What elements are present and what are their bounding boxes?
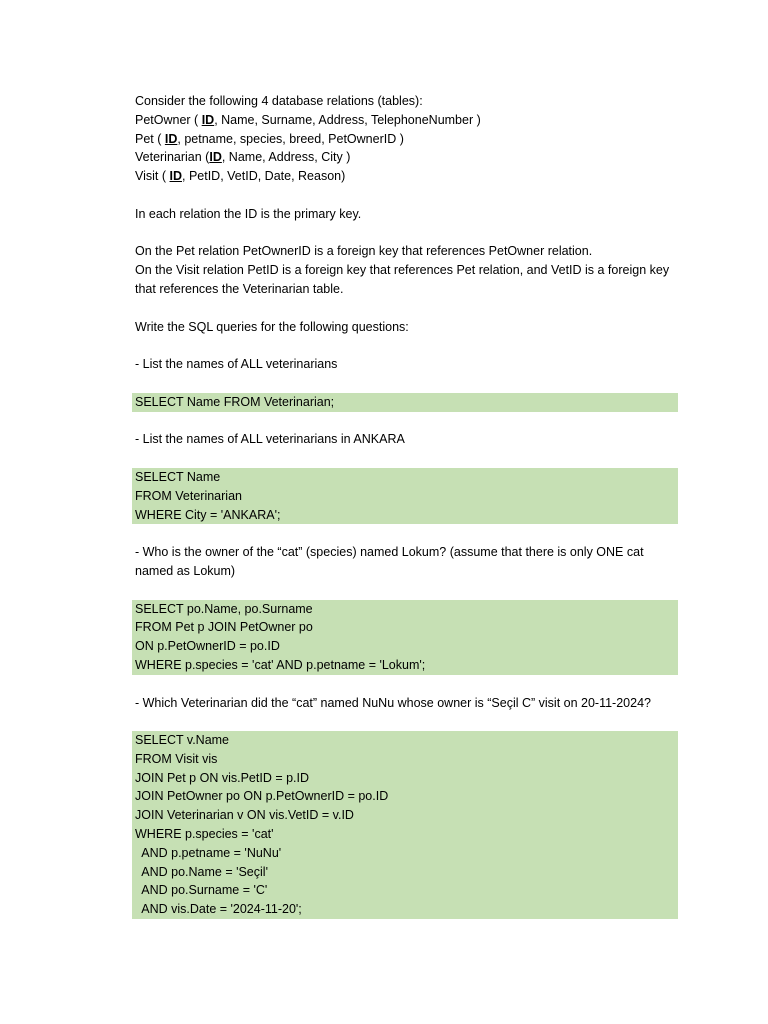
sql-line: ON p.PetOwnerID = po.ID (135, 639, 280, 654)
sql-line: AND po.Surname = 'C' (135, 883, 268, 898)
sql-answer-block (132, 393, 678, 412)
relation-veterinarian: Veterinarian (ID, Name, Address, City ) (135, 150, 351, 165)
sql-line: SELECT po.Name, po.Surname (135, 601, 313, 616)
primary-key-note: In each relation the ID is the primary key. (135, 206, 362, 221)
question-text: - Who is the owner of the “cat” (species) named Lokum? (assume that there is only ONE cat (135, 545, 644, 560)
sql-line: JOIN Pet p ON vis.PetID = p.ID (135, 770, 310, 785)
primary-key: ID (209, 150, 222, 165)
question-text: named as Lokum) (135, 563, 236, 578)
relation-petowner: PetOwner ( ID, Name, Surname, Address, TelephoneNumber ) (135, 112, 481, 127)
sql-line: JOIN PetOwner po ON p.PetOwnerID = po.ID (135, 789, 389, 804)
question-text: - List the names of ALL veterinarians in ANKARA (135, 432, 405, 447)
sql-line: AND vis.Date = '2024-11-20'; (135, 902, 302, 917)
foreign-key-note: On the Visit relation PetID is a foreign key that references Pet relation, and VetID is a foreign key (135, 263, 670, 278)
sql-line: SELECT Name (135, 469, 221, 484)
relation-pet: Pet ( ID, petname, species, breed, PetOwnerID ) (135, 131, 404, 146)
sql-line: FROM Veterinarian (135, 488, 242, 503)
foreign-key-note: that references the Veterinarian table. (135, 281, 344, 296)
sql-line: WHERE p.species = 'cat' AND p.petname = 'Lokum'; (135, 657, 426, 672)
question-text: - Which Veterinarian did the “cat” named NuNu whose owner is “Seçil C” visit on 20-11-2024? (135, 695, 651, 710)
primary-key: ID (164, 131, 178, 146)
sql-answer-block (132, 731, 678, 919)
sql-line: SELECT Name FROM Veterinarian; (135, 394, 335, 409)
sql-line: FROM Visit vis (135, 751, 218, 766)
sql-line: SELECT v.Name (135, 733, 230, 748)
sql-line: AND p.petname = 'NuNu' (135, 845, 282, 860)
foreign-key-note: On the Pet relation PetOwnerID is a foreign key that references PetOwner relation. (135, 244, 593, 259)
sql-line: WHERE City = 'ANKARA'; (135, 507, 281, 522)
relation-visit: Visit ( ID, PetID, VetID, Date, Reason) (135, 169, 346, 184)
sql-line: JOIN Veterinarian v ON vis.VetID = v.ID (135, 808, 354, 823)
sql-line: AND po.Name = 'Seçil' (135, 864, 268, 879)
intro-text: Consider the following 4 database relations (tables): (135, 94, 423, 108)
sql-line: FROM Pet p JOIN PetOwner po (135, 620, 313, 635)
primary-key: ID (169, 169, 182, 184)
question-text: - List the names of ALL veterinarians (135, 357, 338, 372)
sql-answer-block (132, 468, 678, 524)
sql-line: WHERE p.species = 'cat' (135, 827, 274, 842)
primary-key: ID (201, 112, 215, 127)
instruction-text: Write the SQL queries for the following questions: (135, 319, 409, 334)
document-page (135, 92, 681, 919)
sql-answer-block (132, 600, 678, 675)
